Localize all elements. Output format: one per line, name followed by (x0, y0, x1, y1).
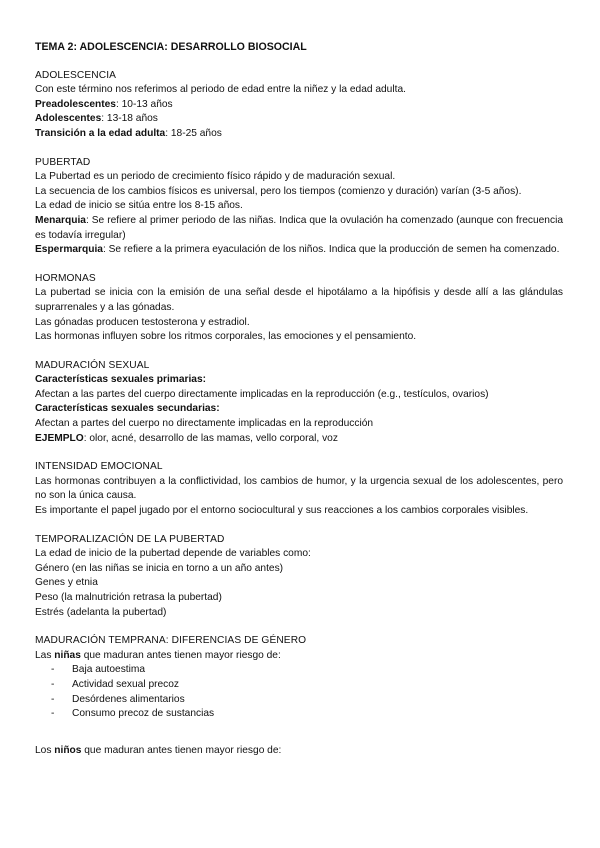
section-pubertad (35, 156, 563, 258)
paragraph: La edad de inicio se sitúa entre los 8-15 años. (35, 200, 243, 212)
section-maduracion-sexual (35, 359, 563, 447)
section-heading: MADURACIÓN SEXUAL (35, 359, 150, 371)
document-page (35, 40, 563, 772)
stage-label: Preadolescentes (35, 98, 116, 110)
stage-value: : 18-25 años (165, 127, 222, 139)
subheading-label: Características sexuales primarias: (35, 374, 207, 386)
list-line: La edad de inicio de la pubertad depende de variables como: (35, 548, 311, 560)
example-line (35, 432, 563, 447)
paragraph: Afectan a las partes del cuerpo directamente implicadas en la reproducción (e.g., testículos, ovarios) (35, 388, 489, 400)
term-text: : Se refiere al primer periodo de las niñas. Indica que la ovulación ha comenzado (aunque con frecuencia es todavía irregular) (35, 214, 563, 241)
list-line: Genes y etnia (35, 577, 98, 589)
section-heading: PUBERTAD (35, 156, 91, 168)
ninas-intro (35, 649, 563, 664)
section-heading: MADURACIÓN TEMPRANA: DIFERENCIAS DE GÉNERO (35, 635, 307, 647)
section-heading: HORMONAS (35, 272, 96, 284)
paragraph: Las hormonas contribuyen a la conflictividad, los cambios de humor, y la urgencia sexual de los adolescentes, pero no son la única causa. (35, 475, 563, 502)
spacer (35, 722, 563, 744)
paragraph: Afectan a partes del cuerpo no directamente implicadas en la reproducción (35, 418, 374, 430)
section-intensidad-emocional (35, 460, 563, 518)
text-fragment: que maduran antes tienen mayor riesgo de: (80, 649, 281, 661)
stage-line (35, 112, 563, 127)
section-temporalizacion (35, 533, 563, 621)
ninas-risk-list (35, 663, 563, 721)
paragraph: La Pubertad es un periodo de crecimiento físico rápido y de maduración sexual. (35, 171, 396, 183)
list-line: Peso (la malnutrición retrasa la pubertad) (35, 592, 222, 603)
emphasis: niños (54, 744, 82, 756)
section-heading: INTENSIDAD EMOCIONAL (35, 461, 163, 473)
paragraph: La secuencia de los cambios físicos es universal, pero los tiempos (comienzo y duración) varían (3-5 años). (35, 185, 522, 197)
emphasis: niñas (54, 649, 81, 661)
paragraph: Las gónadas producen testosterona y estradiol. (35, 316, 250, 328)
section-heading: TEMPORALIZACIÓN DE LA PUBERTAD (35, 533, 225, 545)
term-label: Espermarquia (35, 244, 103, 256)
list-line: Género (en las niñas se inicia en torno a un año antes) (35, 562, 284, 574)
list-item: - Baja autoestima (51, 663, 563, 678)
text-fragment: que maduran antes tienen mayor riesgo de: (81, 744, 282, 756)
definition-menarquia (35, 214, 563, 243)
paragraph: La pubertad se inicia con la emisión de una señal desde el hipotálamo a la hipófisis y desde allí a las glándulas suprarrenales y a las gónadas. (35, 287, 563, 313)
definition-espermarquia (35, 243, 563, 258)
stage-line (35, 98, 563, 113)
text-fragment: Las (35, 649, 55, 661)
section-heading: ADOLESCENCIA (35, 69, 117, 81)
stage-label: Transición a la edad adulta (35, 127, 166, 139)
term-label: Menarquia (35, 214, 86, 226)
document-title: TEMA 2: ADOLESCENCIA: DESARROLLO BIOSOCIAL (35, 41, 307, 53)
term-text: : Se refiere a la primera eyaculación de los niños. Indica que la producción de semen ha comenzado. (102, 244, 560, 256)
paragraph: Las hormonas influyen sobre los ritmos corporales, las emociones y el pensamiento. (35, 331, 417, 343)
list-item: - Actividad sexual precoz (51, 678, 563, 693)
subheading-primarias (35, 373, 563, 388)
section-hormonas (35, 272, 563, 345)
stage-value: : 10-13 años (115, 98, 173, 110)
stage-value: : 13-18 años (101, 113, 158, 125)
subheading-secundarias (35, 402, 563, 417)
list-line: Estrés (adelanta la pubertad) (35, 606, 167, 618)
text-fragment: Los (35, 744, 55, 756)
example-label: EJEMPLO (35, 432, 84, 444)
list-item: - Desórdenes alimentarios (51, 693, 563, 708)
list-item: - Consumo precoz de sustancias (51, 707, 563, 722)
section-adolescencia (35, 69, 563, 142)
paragraph: Con este término nos referimos al periodo de edad entre la niñez y la edad adulta. (35, 84, 406, 96)
subheading-label: Características sexuales secundarias: (35, 403, 220, 415)
stage-label: Adolescentes (35, 113, 102, 125)
ninos-intro (35, 744, 563, 759)
example-text: : olor, acné, desarrollo de las mamas, vello corporal, voz (83, 432, 338, 444)
section-maduracion-temprana (35, 634, 563, 758)
stage-line (35, 127, 563, 142)
paragraph: Es importante el papel jugado por el entorno sociocultural y sus reacciones a los cambios corporales visibles. (35, 505, 529, 517)
